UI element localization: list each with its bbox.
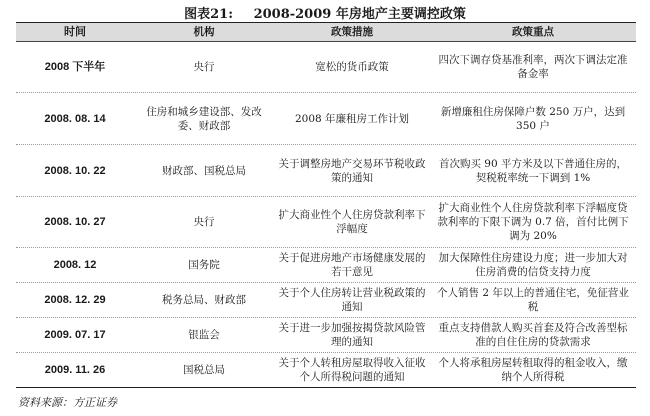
cell-time: 2009. 11. 26 — [44, 364, 106, 376]
cell-focus: 四次下调存贷基准利率，两次下调法定准备金率 — [438, 54, 628, 80]
cell-agency: 国税总局 — [183, 364, 225, 376]
header-focus: 政策重点 — [512, 26, 554, 38]
header-agency: 机构 — [193, 26, 215, 38]
cell-focus: 个人将承租房屋转租取得的租金收入，缴纳个人所得税 — [438, 357, 628, 383]
figure-caption: 2008-2009 年房地产主要调控政策 — [253, 7, 466, 22]
cell-focus: 新增廉租住房保障户数 250 万户，达到 350 户 — [440, 105, 626, 132]
source-note: 资料来源：方正证券 — [18, 396, 117, 409]
figure-title — [0, 3, 650, 21]
cell-focus: 个人销售 2 年以上的普通住宅，免征营业税 — [437, 287, 629, 313]
cell-time: 2008. 10. 27 — [44, 216, 106, 228]
cell-agency: 国务院 — [188, 259, 220, 271]
cell-time: 2008 下半年 — [44, 61, 106, 73]
cell-agency: 央行 — [193, 61, 215, 73]
table-row — [16, 93, 636, 145]
cell-measure: 2008 年廉租房工作计划 — [294, 112, 410, 125]
cell-measure: 关于促进房地产市场健康发展的若干意见 — [278, 252, 426, 278]
cell-focus: 加大保障性住房建设力度；进一步加大对住房消费的信贷支持力度 — [438, 252, 628, 278]
cell-measure: 关于进一步加强按揭贷款风险管理的通知 — [278, 322, 426, 348]
header-time: 时间 — [64, 26, 86, 38]
cell-agency: 财政部、国税总局 — [162, 164, 246, 177]
cell-time: 2008. 08. 14 — [44, 112, 106, 125]
cell-measure: 扩大商业性个人住房贷款利率下浮幅度 — [278, 209, 426, 235]
cell-measure: 关于个人住房转让营业税政策的通知 — [278, 287, 426, 313]
cell-focus: 首次购买 90 平方米及以下普通住房的，契税税率统一下调到 1% — [438, 157, 628, 184]
cell-time: 2009. 07. 17 — [44, 329, 106, 341]
table-row — [16, 353, 636, 388]
cell-agency: 税务总局、财政部 — [162, 294, 246, 306]
cell-time: 2008. 12 — [53, 259, 97, 271]
cell-focus: 扩大商业性个人住房贷款利率下浮幅度贷款利率的下限下调为 0.7 倍，首付比例下调为 20% — [437, 202, 629, 242]
cell-agency: 银监会 — [188, 329, 220, 341]
table-row — [16, 318, 636, 353]
table-row — [16, 283, 636, 318]
table-row — [16, 42, 636, 93]
header-measure: 政策措施 — [331, 26, 373, 38]
table-row — [16, 248, 636, 283]
policy-table — [16, 22, 636, 388]
cell-measure: 宽松的货币政策 — [315, 61, 389, 73]
cell-agency: 央行 — [193, 216, 215, 228]
table-row — [16, 145, 636, 197]
cell-focus: 重点支持借款人购买首套及符合改善型标准的自住住房的贷款需求 — [438, 322, 628, 348]
table-row — [16, 197, 636, 248]
figure-label: 图表21: — [184, 7, 234, 22]
cell-measure: 关于个人转租房屋取得收入征收个人所得税问题的通知 — [278, 357, 426, 383]
table-header — [16, 22, 636, 42]
cell-measure: 关于调整房地产交易环节税收政策的通知 — [278, 157, 426, 184]
cell-time: 2008. 12. 29 — [44, 294, 106, 306]
cell-agency: 住房和城乡建设部、发改委、财政部 — [146, 105, 262, 132]
cell-time: 2008. 10. 22 — [44, 164, 106, 177]
